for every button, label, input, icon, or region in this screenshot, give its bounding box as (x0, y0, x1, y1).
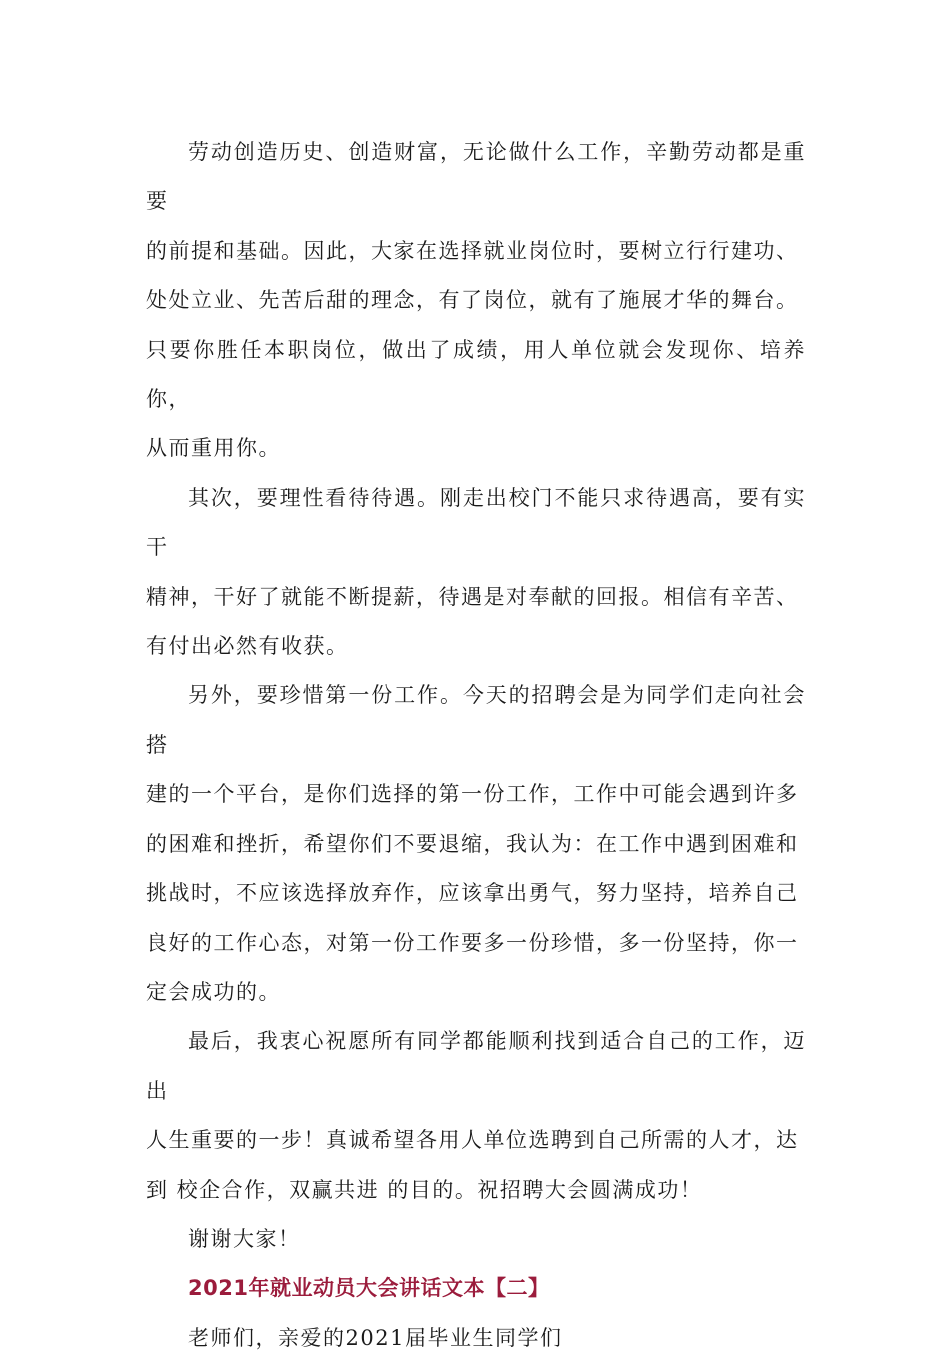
paragraph-labor (146, 128, 806, 474)
text-line: 到 校企合作，双赢共进 的目的。祝招聘大会圆满成功！ (146, 1177, 703, 1202)
paragraph-wishes (146, 1017, 806, 1215)
text-line: 最后，我衷心祝愿所有同学都能顺利找到适合自己的工作，迈出 (146, 1029, 806, 1103)
text-line: 其次，要理性看待待遇。刚走出校门不能只求待遇高，要有实干 (146, 485, 806, 560)
text-line: 的困难和挫折，希望你们不要退缩，我认为：在工作中遇到困难和 (146, 831, 799, 856)
text-line: 精神，干好了就能不断提薪，待遇是对奉献的回报。相信有辛苦、 (146, 584, 799, 609)
text-line: 劳动创造历史、创造财富，无论做什么工作，辛勤劳动都是重要 (146, 140, 806, 214)
document-body (146, 128, 806, 1363)
text-line: 有付出必然有收获。 (146, 634, 349, 659)
text-line: 处处立业、先苦后甜的理念，有了岗位，就有了施展才华的舞台。 (146, 288, 799, 313)
paragraph-thanks (146, 1215, 806, 1264)
text-line: 建的一个平台，是你们选择的第一份工作，工作中可能会遇到许多 (146, 782, 799, 807)
text-line: 的前提和基础。因此，大家在选择就业岗位时，要树立行行建功、 (146, 238, 799, 263)
text-line: 良好的工作心态，对第一份工作要多一份珍惜，多一份坚持，你一 (146, 930, 799, 955)
paragraph-first-job (146, 671, 806, 1017)
text-line: 挑战时，不应该选择放弃作，应该拿出勇气，努力坚持，培养自己 (146, 881, 799, 906)
text-line: 人生重要的一步！真诚希望各用人单位选聘到自己所需的人才，达 (146, 1128, 799, 1153)
paragraph-greeting: 老师们，亲爱的2021届毕业生同学们 (188, 1325, 563, 1350)
section-heading: 2021年就业动员大会讲话文本【二】 (188, 1276, 550, 1301)
text-line: 另外，要珍惜第一份工作。今天的招聘会是为同学们走向社会搭 (146, 683, 806, 757)
text-line: 定会成功的。 (146, 979, 281, 1004)
text-line: 谢谢大家！ (188, 1226, 301, 1251)
paragraph-salary (146, 474, 806, 672)
text-line: 只要你胜任本职岗位，做出了成绩，用人单位就会发现你、培养你， (146, 337, 806, 412)
text-line: 从而重用你。 (146, 436, 281, 461)
